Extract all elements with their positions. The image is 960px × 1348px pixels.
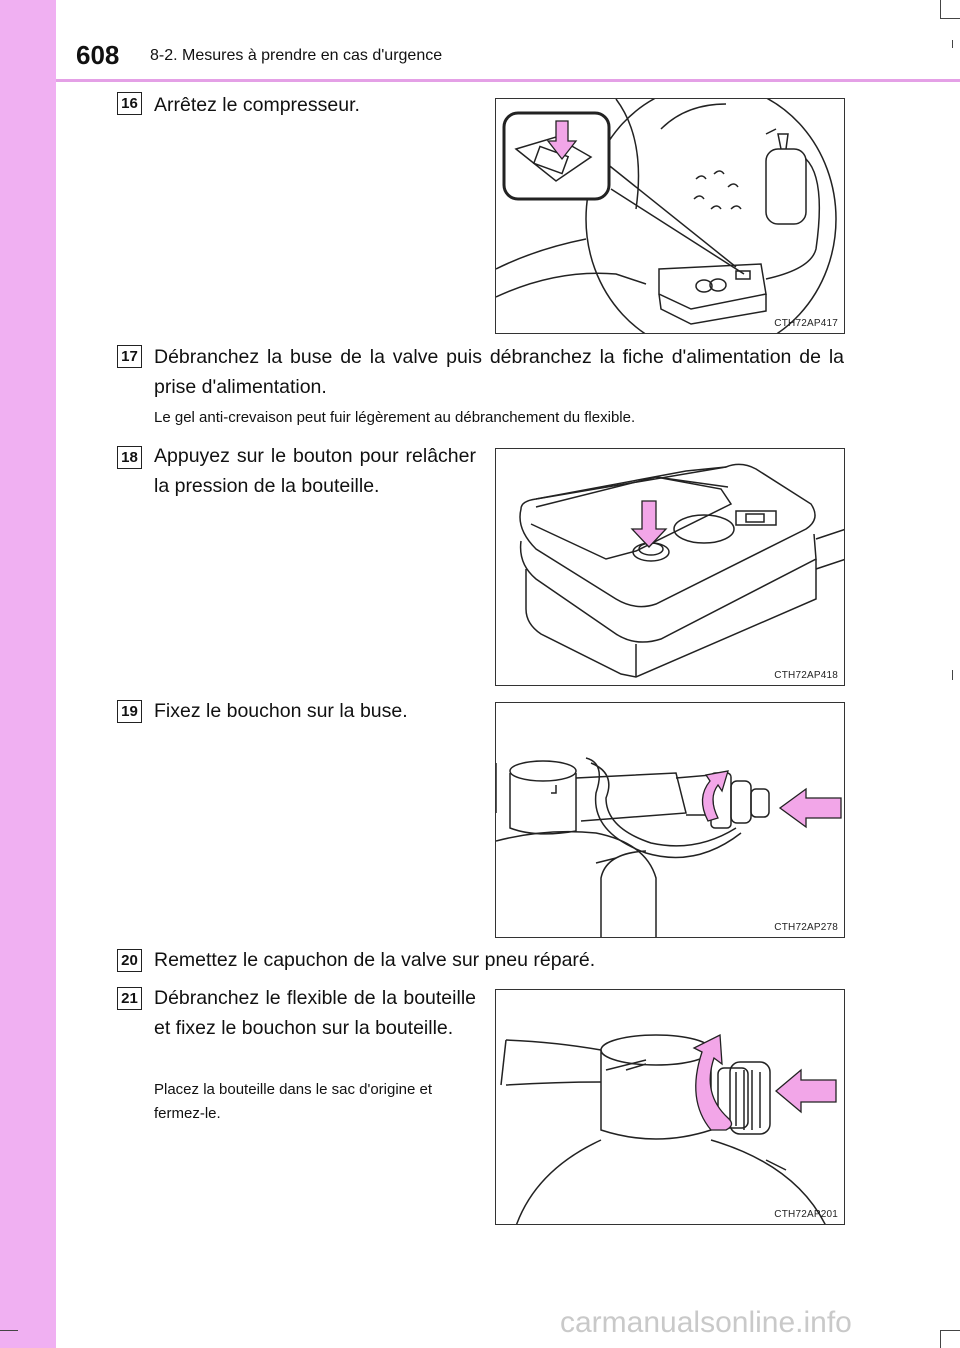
page-sidebar: [0, 0, 56, 1348]
crop-mark: [940, 1330, 960, 1331]
step-number-21: 21: [117, 987, 142, 1010]
figure-bottle-cap: [495, 989, 845, 1225]
page-number: 608: [76, 40, 120, 70]
figure-code: CTH72AP417: [774, 318, 838, 329]
figure-code: CTH72AP278: [774, 922, 838, 933]
crop-mark: [952, 40, 953, 48]
crop-mark: [952, 670, 953, 680]
step-text-17: Débranchez la buse de la valve puis débranchez la fiche d'alimentation de la prise d'alimentation.: [154, 346, 844, 398]
figure-code: CTH72AP418: [774, 670, 838, 681]
step-text-19: Fixez le bouchon sur la buse.: [154, 700, 408, 722]
bottle-cap-illustration: [496, 990, 845, 1225]
figure-compressor-switch: [495, 98, 845, 334]
figure-code: CTH72AP201: [774, 1209, 838, 1220]
crop-mark: [940, 1330, 941, 1348]
step-text-21: Débranchez le flexible de la bouteille et fixez le bouchon sur la bouteille.: [154, 987, 476, 1039]
section-title: 8-2. Mesures à prendre en cas d'urgence: [150, 47, 443, 64]
step-number-20: 20: [117, 949, 142, 972]
figure-pressure-button: [495, 448, 845, 686]
step-text-18: Appuyez sur le bouton pour relâcher la pression de la bouteille.: [154, 445, 476, 497]
figure-nozzle-cap: [495, 702, 845, 938]
step-text-20: Remettez le capuchon de la valve sur pneu réparé.: [154, 949, 596, 971]
watermark: carmanualsonline.info: [560, 1306, 852, 1339]
crop-mark: [940, 18, 960, 19]
step-note-21: Placez la bouteille dans le sac d'origine et fermez-le.: [154, 1081, 433, 1122]
step-number-16: 16: [117, 92, 142, 115]
step-number-19: 19: [117, 700, 142, 723]
nozzle-cap-illustration: [496, 703, 845, 938]
crop-mark: [0, 1330, 18, 1331]
step-number-17: 17: [117, 345, 142, 368]
crop-mark: [940, 0, 941, 18]
pressure-button-illustration: [496, 449, 845, 686]
header-rule: [56, 79, 960, 82]
compressor-switch-illustration: [496, 99, 845, 334]
step-number-18: 18: [117, 446, 142, 469]
step-text-16: Arrêtez le compresseur.: [154, 94, 360, 116]
step-note-17: Le gel anti-crevaison peut fuir légèrement au débranchement du flexible.: [154, 409, 636, 426]
